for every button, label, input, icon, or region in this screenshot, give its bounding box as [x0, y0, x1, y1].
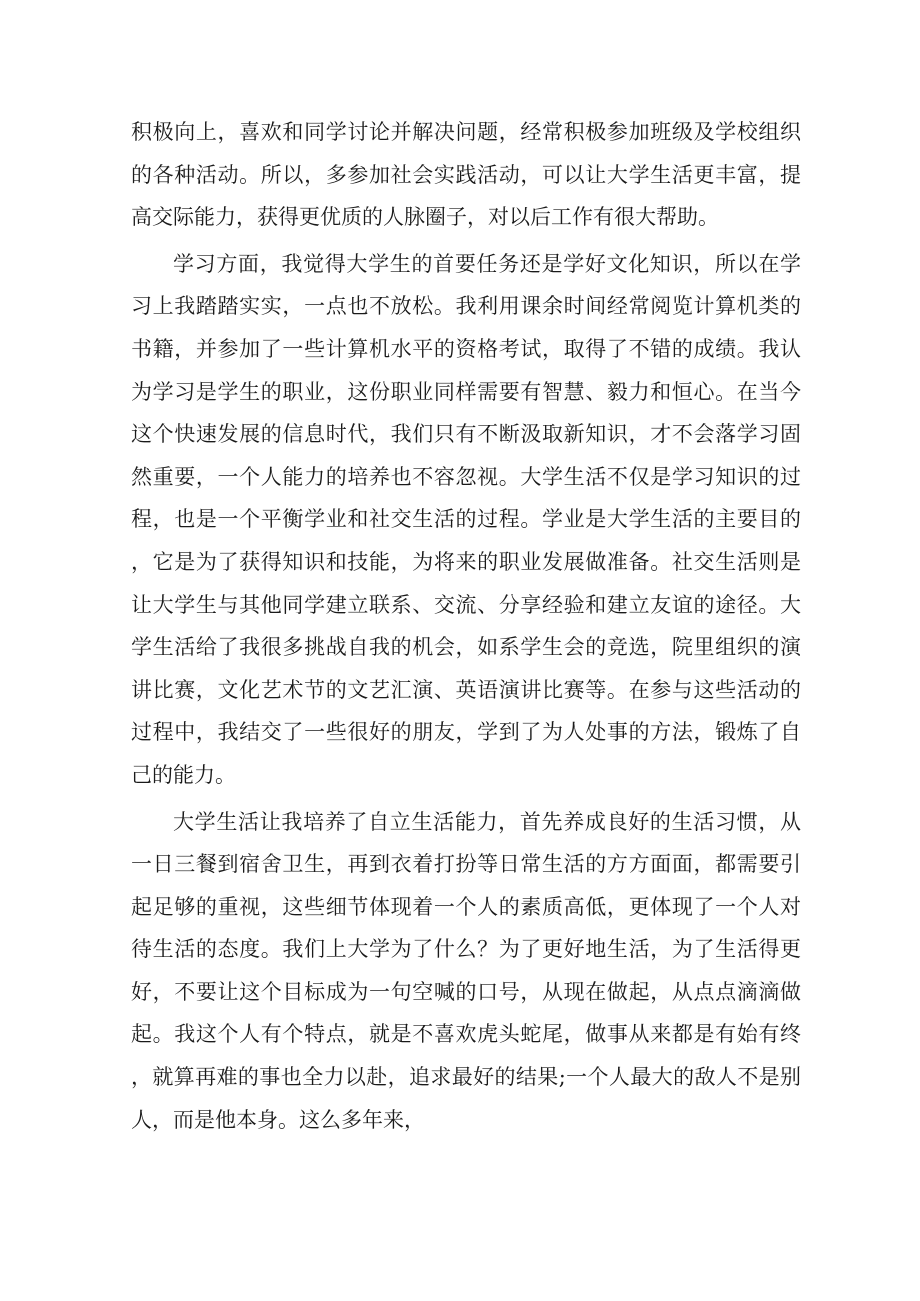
document-body — [131, 111, 801, 1141]
paragraph-2: 学习方面，我觉得大学生的首要任务还是学好文化知识，所以在学习上我踏踏实实，一点也不放松。我利用课余时间经常阅览计算机类的书籍，并参加了一些计算机水平的资格考试，取得了不错的成绩。我认为学习是学生的职业，这份职业同样需要有智慧、毅力和恒心。在当今这个快速发展的信息时代，我们只有不断汲取新知识，才不会落学习固然重要，一个人能力的培养也不容忽视。大学生活不仅是学习知识的过程，也是一个平衡学业和社交生活的过程。学业是大学生活的主要目的，它是为了获得知识和技能，为将来的职业发展做准备。社交生活则是让大学生与其他同学建立联系、交流、分享经验和建立友谊的途径。大学生活给了我很多挑战自我的机会，如系学生会的竞选，院里组织的演讲比赛，文化艺术节的文艺汇演、英语演讲比赛等。在参与这些活动的过程中，我结交了一些很好的朋友，学到了为人处事的方法，锻炼了自己的能力。 — [131, 251, 801, 787]
paragraph-1: 积极向上，喜欢和同学讨论并解决问题，经常积极参加班级及学校组织的各种活动。所以，多参加社会实践活动，可以让大学生活更丰富，提高交际能力，获得更优质的人脉圈子，对以后工作有很大帮助。 — [131, 120, 801, 230]
paragraph-3: 大学生活让我培养了自立生活能力，首先养成良好的生活习惯，从一日三餐到宿舍卫生，再到衣着打扮等日常生活的方方面面，都需要引起足够的重视，这些细节体现着一个人的素质高低，更体现了一个人对待生活的态度。我们上大学为了什么？为了更好地生活，为了生活得更好，不要让这个目标成为一句空喊的口号，从现在做起，从点点滴滴做起。我这个人有个特点，就是不喜欢虎头蛇尾，做事从来都是有始有终，就算再难的事也全力以赴，追求最好的结果;一个人最大的敌人不是别人，而是他本身。这么多年来， — [131, 809, 801, 1132]
